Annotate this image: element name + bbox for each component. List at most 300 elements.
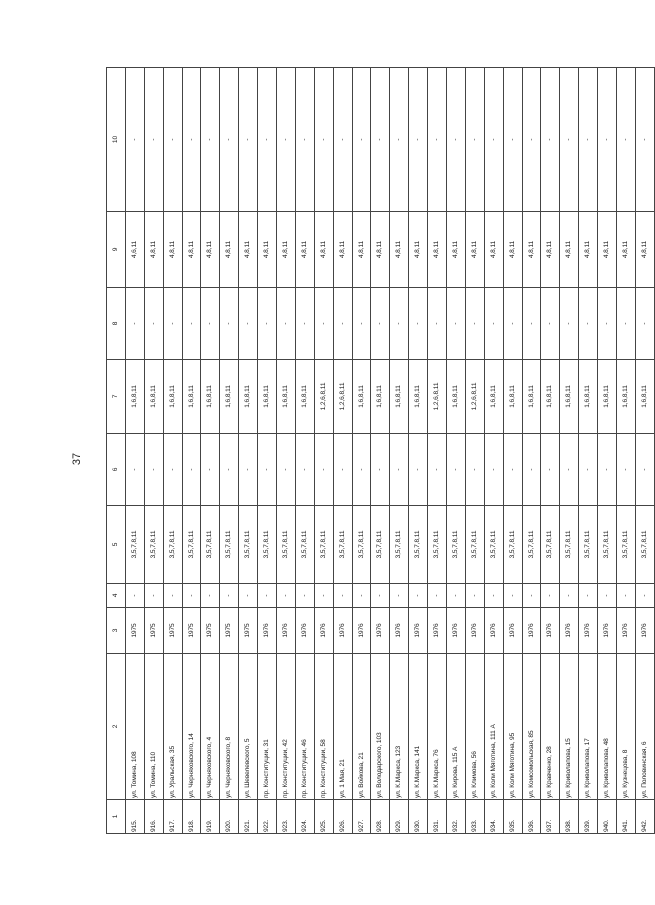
table-cell-col-7: 1,6,8,11	[390, 360, 409, 434]
table-cell-col-4: -	[220, 584, 239, 608]
table-cell-col-6: -	[333, 434, 352, 506]
table-cell-col-6: -	[390, 434, 409, 506]
table-cell-col-7: 1,6,8,11	[201, 360, 220, 434]
table-cell-col-1: 942.	[635, 800, 654, 834]
table-cell-col-9: 4,8,11	[314, 212, 333, 288]
table-cell-col-2: пр. Конституции, 42	[277, 654, 296, 800]
table-cell-col-3: 1976	[484, 608, 503, 654]
table-cell-col-1: 925.	[314, 800, 333, 834]
table-cell-col-10: -	[258, 68, 277, 212]
table-cell-col-1: 916.	[144, 800, 163, 834]
table-cell-col-8: -	[409, 288, 428, 360]
table-cell-col-3: 1976	[295, 608, 314, 654]
table-cell-col-8: -	[220, 288, 239, 360]
table-cell-col-2: ул. К.Маркса, 141	[409, 654, 428, 800]
table-cell-col-4: -	[163, 584, 182, 608]
table-cell-col-2: ул. Томина, 108	[125, 654, 144, 800]
table-cell-col-1: 930.	[409, 800, 428, 834]
column-header-10: 10	[107, 68, 126, 212]
table-cell-col-2: ул. Черняховского, 14	[182, 654, 201, 800]
table-cell-col-4: -	[484, 584, 503, 608]
table-cell-col-4: -	[371, 584, 390, 608]
table-cell-col-8: -	[144, 288, 163, 360]
table-cell-col-8: -	[352, 288, 371, 360]
table-cell-col-5: 3,5,7,8,11	[201, 506, 220, 584]
column-header-4: 4	[107, 584, 126, 608]
table-row	[352, 68, 371, 834]
table-cell-col-6: -	[163, 434, 182, 506]
table-cell-col-2: ул. Климова, 56	[465, 654, 484, 800]
table-cell-col-2: пр. Конституции, 46	[295, 654, 314, 800]
table-cell-col-7: 1,6,8,11	[409, 360, 428, 434]
table-cell-col-2: ул. Войкова, 21	[352, 654, 371, 800]
table-cell-col-10: -	[598, 68, 617, 212]
table-cell-col-6: -	[295, 434, 314, 506]
table-cell-col-8: -	[295, 288, 314, 360]
table-cell-col-9: 4,8,11	[447, 212, 466, 288]
table-cell-col-6: -	[635, 434, 654, 506]
table-cell-col-4: -	[239, 584, 258, 608]
table-cell-col-10: -	[295, 68, 314, 212]
table-cell-col-9: 4,6,11	[125, 212, 144, 288]
table-cell-col-9: 4,8,11	[465, 212, 484, 288]
table-cell-col-5: 3,5,7,8,11	[560, 506, 579, 584]
table-cell-col-3: 1976	[579, 608, 598, 654]
table-cell-col-2: ул. Кузнецова, 8	[617, 654, 636, 800]
table-cell-col-1: 926.	[333, 800, 352, 834]
table-cell-col-10: -	[277, 68, 296, 212]
table-cell-col-7: 1,2,6,8,11	[314, 360, 333, 434]
table-cell-col-1: 917.	[163, 800, 182, 834]
table-cell-col-2: ул. К.Маркса, 76	[428, 654, 447, 800]
table-cell-col-10: -	[503, 68, 522, 212]
table-cell-col-9: 4,8,11	[390, 212, 409, 288]
table-cell-col-4: -	[144, 584, 163, 608]
table-cell-col-7: 1,6,8,11	[541, 360, 560, 434]
table-cell-col-7: 1,2,6,8,11	[428, 360, 447, 434]
table-cell-col-6: -	[465, 434, 484, 506]
table-cell-col-6: -	[447, 434, 466, 506]
table-cell-col-6: -	[371, 434, 390, 506]
table-cell-col-5: 3,5,7,8,11	[125, 506, 144, 584]
table-cell-col-9: 4,8,11	[560, 212, 579, 288]
table-cell-col-6: -	[409, 434, 428, 506]
table-cell-col-5: 3,5,7,8,11	[371, 506, 390, 584]
table-cell-col-3: 1976	[635, 608, 654, 654]
table-cell-col-10: -	[163, 68, 182, 212]
table-cell-col-3: 1975	[182, 608, 201, 654]
table-cell-col-7: 1,6,8,11	[295, 360, 314, 434]
table-cell-col-3: 1976	[447, 608, 466, 654]
table-cell-col-5: 3,5,7,8,11	[598, 506, 617, 584]
table-cell-col-3: 1976	[333, 608, 352, 654]
table-cell-col-6: -	[182, 434, 201, 506]
table-cell-col-4: -	[617, 584, 636, 608]
table-cell-col-1: 921.	[239, 800, 258, 834]
table-cell-col-1: 938.	[560, 800, 579, 834]
table-cell-col-9: 4,8,11	[617, 212, 636, 288]
table-cell-col-9: 4,8,11	[182, 212, 201, 288]
table-cell-col-2: ул. Кирова, 115 А	[447, 654, 466, 800]
table-cell-col-4: -	[277, 584, 296, 608]
table-cell-col-7: 1,6,8,11	[163, 360, 182, 434]
table-cell-col-9: 4,8,11	[371, 212, 390, 288]
table-cell-col-8: -	[182, 288, 201, 360]
table-cell-col-1: 935.	[503, 800, 522, 834]
table-cell-col-7: 1,6,8,11	[503, 360, 522, 434]
table-row	[144, 68, 163, 834]
table-cell-col-4: -	[635, 584, 654, 608]
table-row	[258, 68, 277, 834]
table-cell-col-1: 923.	[277, 800, 296, 834]
table-cell-col-9: 4,8,11	[258, 212, 277, 288]
table-row	[465, 68, 484, 834]
table-cell-col-8: -	[390, 288, 409, 360]
table-cell-col-10: -	[541, 68, 560, 212]
table-cell-col-2: ул. Шевелевского, 5	[239, 654, 258, 800]
table-cell-col-6: -	[541, 434, 560, 506]
table-row	[125, 68, 144, 834]
table-cell-col-5: 3,5,7,8,11	[428, 506, 447, 584]
table-cell-col-5: 3,5,7,8,11	[465, 506, 484, 584]
table-cell-col-8: -	[277, 288, 296, 360]
table-cell-col-3: 1976	[428, 608, 447, 654]
table-cell-col-6: -	[125, 434, 144, 506]
table-cell-col-3: 1976	[258, 608, 277, 654]
table-cell-col-10: -	[617, 68, 636, 212]
table-cell-col-3: 1976	[352, 608, 371, 654]
table-cell-col-5: 3,5,7,8,11	[522, 506, 541, 584]
table-cell-col-2: ул. Володарского, 103	[371, 654, 390, 800]
table-cell-col-6: -	[239, 434, 258, 506]
table-cell-col-5: 3,5,7,8,11	[258, 506, 277, 584]
table-cell-col-10: -	[333, 68, 352, 212]
table-cell-col-2: ул. Черняховского, 4	[201, 654, 220, 800]
table-cell-col-2: ул. 1 Мая, 21	[333, 654, 352, 800]
table-cell-col-1: 933.	[465, 800, 484, 834]
table-cell-col-7: 1,6,8,11	[220, 360, 239, 434]
table-cell-col-3: 1976	[617, 608, 636, 654]
column-header-9: 9	[107, 212, 126, 288]
table-cell-col-6: -	[522, 434, 541, 506]
table-cell-col-5: 3,5,7,8,11	[295, 506, 314, 584]
table-cell-col-6: -	[617, 434, 636, 506]
table-cell-col-6: -	[201, 434, 220, 506]
table-cell-col-7: 1,6,8,11	[125, 360, 144, 434]
table-cell-col-7: 1,6,8,11	[598, 360, 617, 434]
table-cell-col-5: 3,5,7,8,11	[635, 506, 654, 584]
table-cell-col-4: -	[428, 584, 447, 608]
table-cell-col-4: -	[352, 584, 371, 608]
table-cell-col-4: -	[598, 584, 617, 608]
table-cell-col-8: -	[522, 288, 541, 360]
table-row	[182, 68, 201, 834]
table-cell-col-1: 941.	[617, 800, 636, 834]
table-cell-col-4: -	[182, 584, 201, 608]
table-cell-col-1: 929.	[390, 800, 409, 834]
table-cell-col-2: пр. Конституции, 58	[314, 654, 333, 800]
table-cell-col-3: 1976	[503, 608, 522, 654]
table-cell-col-1: 915.	[125, 800, 144, 834]
table-cell-col-3: 1976	[465, 608, 484, 654]
table-cell-col-6: -	[220, 434, 239, 506]
table-cell-col-2: ул. Криволапова, 17	[579, 654, 598, 800]
table-cell-col-9: 4,8,11	[201, 212, 220, 288]
table-cell-col-7: 1,6,8,11	[277, 360, 296, 434]
table-cell-col-1: 924.	[295, 800, 314, 834]
table-cell-col-5: 3,5,7,8,11	[220, 506, 239, 584]
table-cell-col-8: -	[428, 288, 447, 360]
table-row	[295, 68, 314, 834]
table-cell-col-9: 4,8,11	[579, 212, 598, 288]
table-cell-col-6: -	[428, 434, 447, 506]
table-cell-col-9: 4,8,11	[409, 212, 428, 288]
table-cell-col-6: -	[579, 434, 598, 506]
table-cell-col-8: -	[125, 288, 144, 360]
table-cell-col-10: -	[220, 68, 239, 212]
table-cell-col-6: -	[352, 434, 371, 506]
table-cell-col-4: -	[522, 584, 541, 608]
table-row	[428, 68, 447, 834]
table-cell-col-10: -	[522, 68, 541, 212]
table-cell-col-8: -	[503, 288, 522, 360]
table-cell-col-10: -	[125, 68, 144, 212]
table-cell-col-4: -	[409, 584, 428, 608]
table-cell-col-7: 1,2,6,8,11	[465, 360, 484, 434]
table-cell-col-4: -	[560, 584, 579, 608]
table-cell-col-5: 3,5,7,8,11	[447, 506, 466, 584]
table-cell-col-5: 3,5,7,8,11	[182, 506, 201, 584]
table-cell-col-1: 940.	[598, 800, 617, 834]
table-cell-col-2: ул. Криволапова, 48	[598, 654, 617, 800]
column-header-1: 1	[107, 800, 126, 834]
table-row	[390, 68, 409, 834]
table-cell-col-2: ул. Томина, 110	[144, 654, 163, 800]
table-cell-col-2: ул. Комсомольская, 85	[522, 654, 541, 800]
table-cell-col-1: 922.	[258, 800, 277, 834]
table-cell-col-5: 3,5,7,8,11	[277, 506, 296, 584]
table-cell-col-9: 4,8,11	[144, 212, 163, 288]
table-cell-col-6: -	[144, 434, 163, 506]
table-cell-col-10: -	[635, 68, 654, 212]
table-row	[617, 68, 636, 834]
table-row	[447, 68, 466, 834]
table-cell-col-3: 1976	[371, 608, 390, 654]
rotated-table-wrapper	[106, 68, 648, 834]
table-cell-col-2: ул. Криволапова, 15	[560, 654, 579, 800]
table-cell-col-8: -	[447, 288, 466, 360]
table-cell-col-3: 1976	[541, 608, 560, 654]
table-cell-col-8: -	[333, 288, 352, 360]
table-cell-col-8: -	[560, 288, 579, 360]
table-cell-col-4: -	[579, 584, 598, 608]
table-cell-col-10: -	[447, 68, 466, 212]
table-cell-col-10: -	[428, 68, 447, 212]
table-cell-col-10: -	[579, 68, 598, 212]
table-cell-col-8: -	[598, 288, 617, 360]
table-row	[163, 68, 182, 834]
table-cell-col-7: 1,6,8,11	[447, 360, 466, 434]
table-cell-col-4: -	[295, 584, 314, 608]
table-cell-col-6: -	[503, 434, 522, 506]
table-cell-col-1: 936.	[522, 800, 541, 834]
table-row	[522, 68, 541, 834]
table-cell-col-3: 1975	[144, 608, 163, 654]
table-cell-col-9: 4,8,11	[598, 212, 617, 288]
table-row	[484, 68, 503, 834]
table-cell-col-5: 3,5,7,8,11	[144, 506, 163, 584]
table-cell-col-2: ул. Коли Мяготина, 111 А	[484, 654, 503, 800]
table-cell-col-4: -	[201, 584, 220, 608]
table-cell-col-10: -	[182, 68, 201, 212]
table-cell-col-1: 920.	[220, 800, 239, 834]
table-cell-col-2: ул. К.Маркса, 123	[390, 654, 409, 800]
table-cell-col-6: -	[314, 434, 333, 506]
table-row	[239, 68, 258, 834]
table-cell-col-9: 4,8,11	[295, 212, 314, 288]
column-header-2: 2	[107, 654, 126, 800]
table-cell-col-1: 932.	[447, 800, 466, 834]
table-cell-col-3: 1976	[277, 608, 296, 654]
table-row	[277, 68, 296, 834]
table-cell-col-7: 1,6,8,11	[258, 360, 277, 434]
table-cell-col-9: 4,8,11	[163, 212, 182, 288]
table-cell-col-9: 4,8,11	[220, 212, 239, 288]
page-number: 37	[71, 452, 83, 466]
table-cell-col-10: -	[390, 68, 409, 212]
column-header-8: 8	[107, 288, 126, 360]
table-cell-col-5: 3,5,7,8,11	[390, 506, 409, 584]
table-row	[409, 68, 428, 834]
table-row	[541, 68, 560, 834]
table-cell-col-9: 4,8,11	[428, 212, 447, 288]
table-cell-col-9: 4,8,11	[541, 212, 560, 288]
table-cell-col-10: -	[484, 68, 503, 212]
table-cell-col-10: -	[409, 68, 428, 212]
table-row	[503, 68, 522, 834]
table-cell-col-5: 3,5,7,8,11	[579, 506, 598, 584]
table-cell-col-7: 1,6,8,11	[182, 360, 201, 434]
table-cell-col-10: -	[465, 68, 484, 212]
table-cell-col-3: 1976	[390, 608, 409, 654]
table-row	[220, 68, 239, 834]
table-cell-col-1: 934.	[484, 800, 503, 834]
table-cell-col-5: 3,5,7,8,11	[352, 506, 371, 584]
table-header-row	[107, 68, 126, 834]
table-cell-col-3: 1975	[201, 608, 220, 654]
table-cell-col-7: 1,6,8,11	[635, 360, 654, 434]
table-cell-col-2: ул. Черняховского, 8	[220, 654, 239, 800]
table-row	[635, 68, 654, 834]
table-cell-col-7: 1,6,8,11	[617, 360, 636, 434]
table-cell-col-3: 1976	[560, 608, 579, 654]
table-cell-col-1: 928.	[371, 800, 390, 834]
table-cell-col-8: -	[201, 288, 220, 360]
table-cell-col-5: 3,5,7,8,11	[484, 506, 503, 584]
table-cell-col-7: 1,6,8,11	[144, 360, 163, 434]
table-cell-col-7: 1,6,8,11	[579, 360, 598, 434]
table-cell-col-9: 4,8,11	[333, 212, 352, 288]
table-cell-col-7: 1,6,8,11	[560, 360, 579, 434]
table-cell-col-10: -	[371, 68, 390, 212]
table-cell-col-3: 1976	[409, 608, 428, 654]
table-cell-col-5: 3,5,7,8,11	[541, 506, 560, 584]
table-cell-col-9: 4,8,11	[635, 212, 654, 288]
table-cell-col-3: 1976	[314, 608, 333, 654]
table-cell-col-6: -	[277, 434, 296, 506]
table-cell-col-8: -	[579, 288, 598, 360]
column-header-5: 5	[107, 506, 126, 584]
table-cell-col-8: -	[617, 288, 636, 360]
table-row	[371, 68, 390, 834]
table-cell-col-10: -	[144, 68, 163, 212]
table-cell-col-4: -	[447, 584, 466, 608]
table-cell-col-1: 939.	[579, 800, 598, 834]
table-cell-col-6: -	[598, 434, 617, 506]
table-cell-col-9: 4,8,11	[239, 212, 258, 288]
table-cell-col-9: 4,8,11	[522, 212, 541, 288]
table-cell-col-10: -	[352, 68, 371, 212]
table-cell-col-1: 931.	[428, 800, 447, 834]
table-cell-col-7: 1,6,8,11	[239, 360, 258, 434]
table-cell-col-8: -	[239, 288, 258, 360]
table-cell-col-3: 1976	[522, 608, 541, 654]
table-cell-col-8: -	[371, 288, 390, 360]
table-cell-col-4: -	[541, 584, 560, 608]
table-cell-col-4: -	[314, 584, 333, 608]
table-cell-col-4: -	[390, 584, 409, 608]
table-cell-col-10: -	[314, 68, 333, 212]
table-cell-col-6: -	[484, 434, 503, 506]
table-cell-col-3: 1976	[598, 608, 617, 654]
table-cell-col-2: пр. Конституции, 31	[258, 654, 277, 800]
table-cell-col-7: 1,6,8,11	[522, 360, 541, 434]
table-cell-col-2: ул. Кравченко, 28	[541, 654, 560, 800]
table-row	[314, 68, 333, 834]
table-cell-col-3: 1975	[125, 608, 144, 654]
table-cell-col-7: 1,6,8,11	[484, 360, 503, 434]
table-row	[201, 68, 220, 834]
table-cell-col-9: 4,8,11	[484, 212, 503, 288]
table-cell-col-8: -	[163, 288, 182, 360]
column-header-3: 3	[107, 608, 126, 654]
table-cell-col-9: 4,8,11	[277, 212, 296, 288]
table-cell-col-1: 918.	[182, 800, 201, 834]
table-row	[560, 68, 579, 834]
table-cell-col-10: -	[560, 68, 579, 212]
table-cell-col-7: 1,2,6,8,11	[333, 360, 352, 434]
table-cell-col-10: -	[239, 68, 258, 212]
table-cell-col-3: 1975	[239, 608, 258, 654]
table-cell-col-5: 3,5,7,8,11	[314, 506, 333, 584]
table-cell-col-7: 1,6,8,11	[371, 360, 390, 434]
table-cell-col-4: -	[465, 584, 484, 608]
column-header-6: 6	[107, 434, 126, 506]
table-cell-col-5: 3,5,7,8,11	[333, 506, 352, 584]
table-cell-col-4: -	[125, 584, 144, 608]
table-cell-col-8: -	[484, 288, 503, 360]
table-cell-col-8: -	[258, 288, 277, 360]
table-row	[598, 68, 617, 834]
table-cell-col-8: -	[314, 288, 333, 360]
table-cell-col-10: -	[201, 68, 220, 212]
table-cell-col-3: 1975	[220, 608, 239, 654]
table-row	[333, 68, 352, 834]
table-row	[579, 68, 598, 834]
table-cell-col-1: 919.	[201, 800, 220, 834]
table-cell-col-2: ул. Коли Мяготина, 95	[503, 654, 522, 800]
table-cell-col-5: 3,5,7,8,11	[239, 506, 258, 584]
